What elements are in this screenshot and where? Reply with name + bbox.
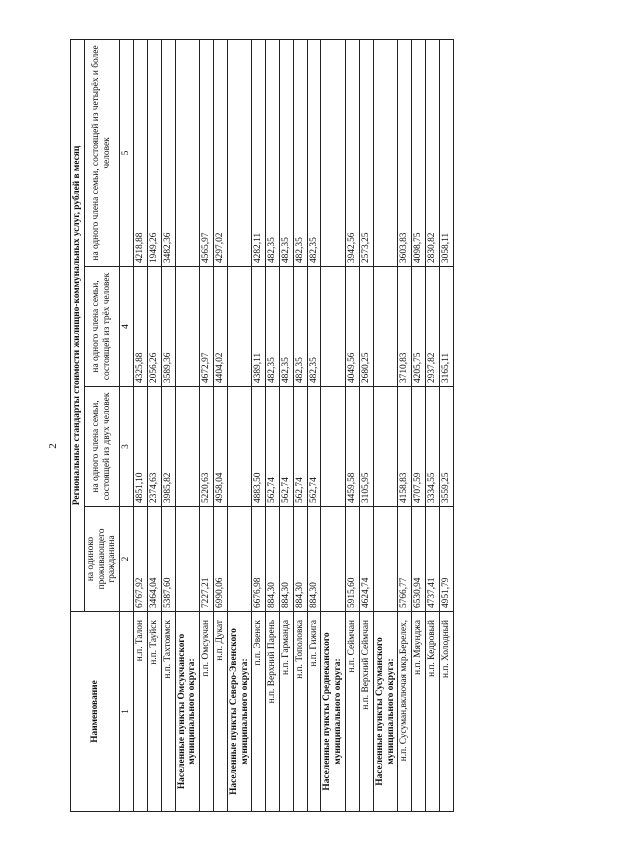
settlement-name: н.п. Дукат — [213, 612, 227, 812]
value-cell: 562,74 — [266, 387, 280, 507]
value-cell: 562,74 — [280, 387, 294, 507]
value-cell: 5220,63 — [200, 387, 214, 507]
value-cell: 7227,21 — [200, 507, 214, 612]
index-cell: 4 — [120, 267, 134, 387]
value-cell: 6676,98 — [252, 507, 266, 612]
value-cell: 5915,60 — [346, 507, 360, 612]
value-cell: 4951,79 — [439, 507, 453, 612]
value-cell: 482,35 — [280, 39, 294, 266]
value-cell: 4297,02 — [213, 39, 227, 266]
table-row — [213, 39, 227, 811]
value-cell: 4404,02 — [213, 267, 227, 387]
empty-cell — [175, 39, 200, 266]
group-row — [227, 39, 252, 811]
value-cell: 4389,11 — [252, 267, 266, 387]
empty-cell — [175, 507, 200, 612]
table-row — [359, 39, 373, 811]
table-row — [346, 39, 360, 811]
value-cell: 4624,74 — [359, 507, 373, 612]
empty-cell — [227, 387, 252, 507]
value-cell: 4158,83 — [398, 387, 412, 507]
group-label: Населенные пункты Северо-Эвенского муниципального округа: — [227, 612, 252, 812]
value-cell: 4958,04 — [213, 387, 227, 507]
empty-cell — [373, 267, 398, 387]
value-cell: 3482,36 — [161, 39, 175, 266]
value-cell: 482,35 — [293, 39, 307, 266]
header-group-title: Региональные стандарты стоимости жилищно-коммунальных услуг, рублей в месяц — [71, 39, 85, 611]
value-cell: 4672,97 — [200, 267, 214, 387]
settlement-name: н.п. Сеймчан — [346, 612, 360, 812]
settlement-name: п.п. Эвенск — [252, 612, 266, 812]
table-row — [439, 39, 453, 811]
value-cell: 482,35 — [307, 267, 321, 387]
group-label: Населенные пункты Среднеканского муниципального округа: — [321, 612, 346, 812]
value-cell: 4565,97 — [200, 39, 214, 266]
page-number: 2 — [46, 443, 59, 449]
value-cell: 2680,25 — [359, 267, 373, 387]
settlement-name: н.п. Кедровый — [425, 612, 439, 812]
value-cell: 884,30 — [280, 507, 294, 612]
value-cell: 2056,26 — [147, 267, 161, 387]
settlement-name: н.п. Тауйск — [147, 612, 161, 812]
value-cell: 3603,83 — [398, 39, 412, 266]
empty-cell — [227, 267, 252, 387]
table-row — [412, 39, 426, 811]
table-row — [266, 39, 280, 811]
empty-cell — [373, 39, 398, 266]
table-row — [252, 39, 266, 811]
value-cell: 3559,25 — [439, 387, 453, 507]
empty-cell — [227, 507, 252, 612]
table-row — [425, 39, 439, 811]
value-cell: 562,74 — [307, 387, 321, 507]
value-cell: 3589,36 — [161, 267, 175, 387]
index-cell: 5 — [120, 39, 134, 266]
cost-standards-table — [70, 39, 454, 812]
header-col-2: на одного члена семьи, состоящей из двух человек — [84, 387, 119, 507]
value-cell: 2374,63 — [147, 387, 161, 507]
table-row — [147, 39, 161, 811]
table-row — [200, 39, 214, 811]
table-row — [307, 39, 321, 811]
empty-cell — [175, 267, 200, 387]
group-row — [373, 39, 398, 811]
value-cell: 5766,77 — [398, 507, 412, 612]
value-cell: 4282,11 — [252, 39, 266, 266]
value-cell: 482,35 — [280, 267, 294, 387]
empty-cell — [373, 507, 398, 612]
group-row — [175, 39, 200, 811]
value-cell: 3942,56 — [346, 39, 360, 266]
value-cell: 4737,41 — [425, 507, 439, 612]
settlement-name: н.п. Холодный — [439, 612, 453, 812]
value-cell: 3334,55 — [425, 387, 439, 507]
value-cell: 4205,75 — [412, 267, 426, 387]
settlement-name: н.п. Верхний Парень — [266, 612, 280, 812]
rotated-document — [70, 40, 605, 812]
group-row — [321, 39, 346, 811]
value-cell: 884,30 — [293, 507, 307, 612]
index-cell: 3 — [120, 387, 134, 507]
value-cell: 5387,60 — [161, 507, 175, 612]
group-label: Населенные пункты Сусуманского муниципального округа: — [373, 612, 398, 812]
value-cell: 482,35 — [293, 267, 307, 387]
empty-cell — [321, 39, 346, 266]
value-cell: 1949,26 — [147, 39, 161, 266]
table-row — [293, 39, 307, 811]
value-cell: 4098,75 — [412, 39, 426, 266]
empty-cell — [321, 267, 346, 387]
index-cell: 2 — [120, 507, 134, 612]
value-cell: 4325,88 — [134, 267, 148, 387]
empty-cell — [227, 39, 252, 266]
header-name: Наименование — [71, 612, 120, 812]
value-cell: 3058,11 — [439, 39, 453, 266]
value-cell: 6990,06 — [213, 507, 227, 612]
table-row — [398, 39, 412, 811]
header-col-1: на одиноко проживающего гражданина — [84, 507, 119, 612]
value-cell: 3464,04 — [147, 507, 161, 612]
table-row — [161, 39, 175, 811]
value-cell: 4218,88 — [134, 39, 148, 266]
empty-cell — [373, 387, 398, 507]
value-cell: 6530,94 — [412, 507, 426, 612]
value-cell: 6767,92 — [134, 507, 148, 612]
value-cell: 2573,25 — [359, 39, 373, 266]
table-row — [280, 39, 294, 811]
settlement-name: н.п. Тахтоямск — [161, 612, 175, 812]
header-col-4: на одного члена семьи, состоящей из четырёх и более человек — [84, 39, 119, 266]
value-cell: 4049,56 — [346, 267, 360, 387]
settlement-name: н.п. Сусуман,включая мкр.Берелех, — [398, 612, 412, 812]
table-body — [134, 39, 454, 811]
settlement-name: н.п. Мяунджа — [412, 612, 426, 812]
header-col-3: на одного члена семьи, состоящей из трёх человек — [84, 267, 119, 387]
value-cell: 482,35 — [307, 39, 321, 266]
value-cell: 2830,82 — [425, 39, 439, 266]
settlement-name: н.п. Гижига — [307, 612, 321, 812]
value-cell: 3710,83 — [398, 267, 412, 387]
index-cell: 1 — [120, 612, 134, 812]
settlement-name: н.п. Гарманда — [280, 612, 294, 812]
value-cell: 884,30 — [307, 507, 321, 612]
group-label: Населенные пункты Омсукчанского муниципального округа: — [175, 612, 200, 812]
settlement-name: п.п. Омсукчан — [200, 612, 214, 812]
value-cell: 562,74 — [293, 387, 307, 507]
value-cell: 482,35 — [266, 267, 280, 387]
value-cell: 4707,59 — [412, 387, 426, 507]
value-cell: 3165,11 — [439, 267, 453, 387]
empty-cell — [175, 387, 200, 507]
value-cell: 4883,50 — [252, 387, 266, 507]
value-cell: 3985,82 — [161, 387, 175, 507]
settlement-name: н.п. Верхний Сеймчан — [359, 612, 373, 812]
value-cell: 2937,82 — [425, 267, 439, 387]
empty-cell — [321, 507, 346, 612]
value-cell: 482,35 — [266, 39, 280, 266]
empty-cell — [321, 387, 346, 507]
value-cell: 884,30 — [266, 507, 280, 612]
value-cell: 4851,10 — [134, 387, 148, 507]
settlement-name: н.п. Талон — [134, 612, 148, 812]
value-cell: 4459,58 — [346, 387, 360, 507]
settlement-name: н.п. Тополовка — [293, 612, 307, 812]
table-row — [134, 39, 148, 811]
value-cell: 3105,95 — [359, 387, 373, 507]
